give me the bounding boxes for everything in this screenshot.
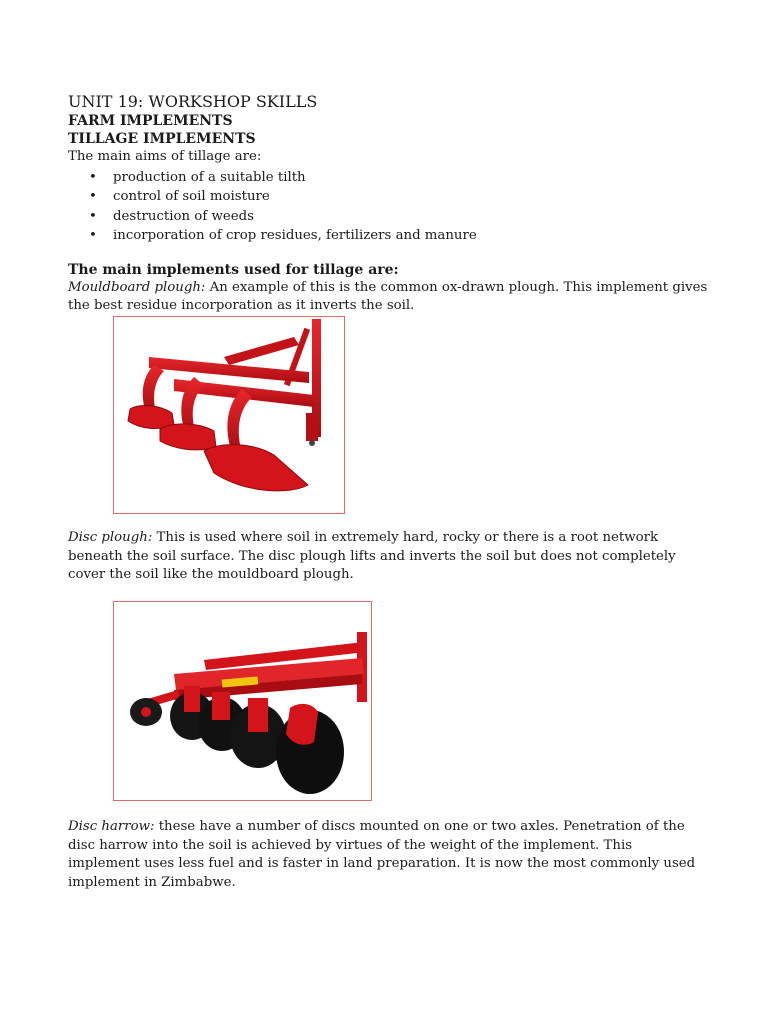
bullet-icon: •	[89, 189, 97, 204]
pin-icon	[309, 440, 315, 446]
bullet-icon: •	[89, 228, 97, 243]
list-item	[68, 207, 708, 227]
aim-text: incorporation of crop residues, fertilizers and manure	[113, 228, 477, 243]
mouldboard-2	[160, 424, 216, 450]
mouldboard-plough-illustration	[114, 317, 344, 513]
mouldboard-plough-image	[113, 316, 345, 514]
bullet-icon: •	[89, 169, 97, 185]
mouldboard-1	[128, 406, 174, 429]
aims-intro: The main aims of tillage are:	[68, 149, 262, 164]
disc-plough-illustration	[114, 602, 371, 800]
disc-arm-3	[248, 698, 268, 732]
mast-foot	[306, 413, 318, 441]
subsection-title: TILLAGE IMPLEMENTS	[68, 131, 256, 147]
list-item	[68, 168, 708, 188]
disc-plough-text: This is used where soil in extremely hard, rocky or there is a root network beneath the soil surface. The disc plough lifts and inverts the soil but does not completely cover the soil like the mouldboard plough.	[68, 530, 676, 582]
aim-text: destruction of weeds	[113, 208, 254, 224]
document-body	[68, 92, 708, 316]
disc-arm-2	[212, 692, 230, 720]
disc-plough-paragraph	[68, 529, 708, 585]
list-item	[68, 226, 708, 246]
aim-text: control of soil moisture	[113, 189, 270, 204]
disc-arm-1	[184, 686, 200, 712]
top-link-arm	[224, 337, 299, 365]
unit-title: UNIT 19: WORKSHOP SKILLS	[68, 92, 318, 111]
mouldboard-3	[204, 445, 308, 491]
disc-harrow-term: Disc harrow:	[68, 819, 155, 834]
section-title: FARM IMPLEMENTS	[68, 113, 233, 129]
mouldboard-paragraph	[68, 279, 708, 316]
list-item	[68, 187, 708, 207]
bullet-icon: •	[89, 208, 97, 224]
disc-harrow-text: these have a number of discs mounted on one or two axles. Penetration of the disc harrow into the soil is achieved by virtues of the weight of the implement. This implement uses less fuel and is faster in land preparation. It is now the most commonly used implement in Zimbabwe.	[68, 819, 696, 890]
disc-plough-term: Disc plough:	[68, 530, 153, 545]
disc-plough-image	[113, 601, 372, 801]
implements-heading: The main implements used for tillage are:	[68, 261, 399, 278]
aims-list	[68, 168, 708, 246]
mouldboard-text: An example of this is the common ox-drawn plough. This implement gives the best residue incorporation as it inverts the soil.	[68, 279, 708, 313]
aim-text: production of a suitable tilth	[113, 169, 306, 185]
disc-scraper-4	[286, 704, 318, 745]
mouldboard-term: Mouldboard plough:	[68, 279, 206, 295]
plough-standard-3	[227, 389, 252, 453]
rear-wheel-hub	[141, 707, 151, 717]
disc-harrow-paragraph	[68, 818, 708, 892]
